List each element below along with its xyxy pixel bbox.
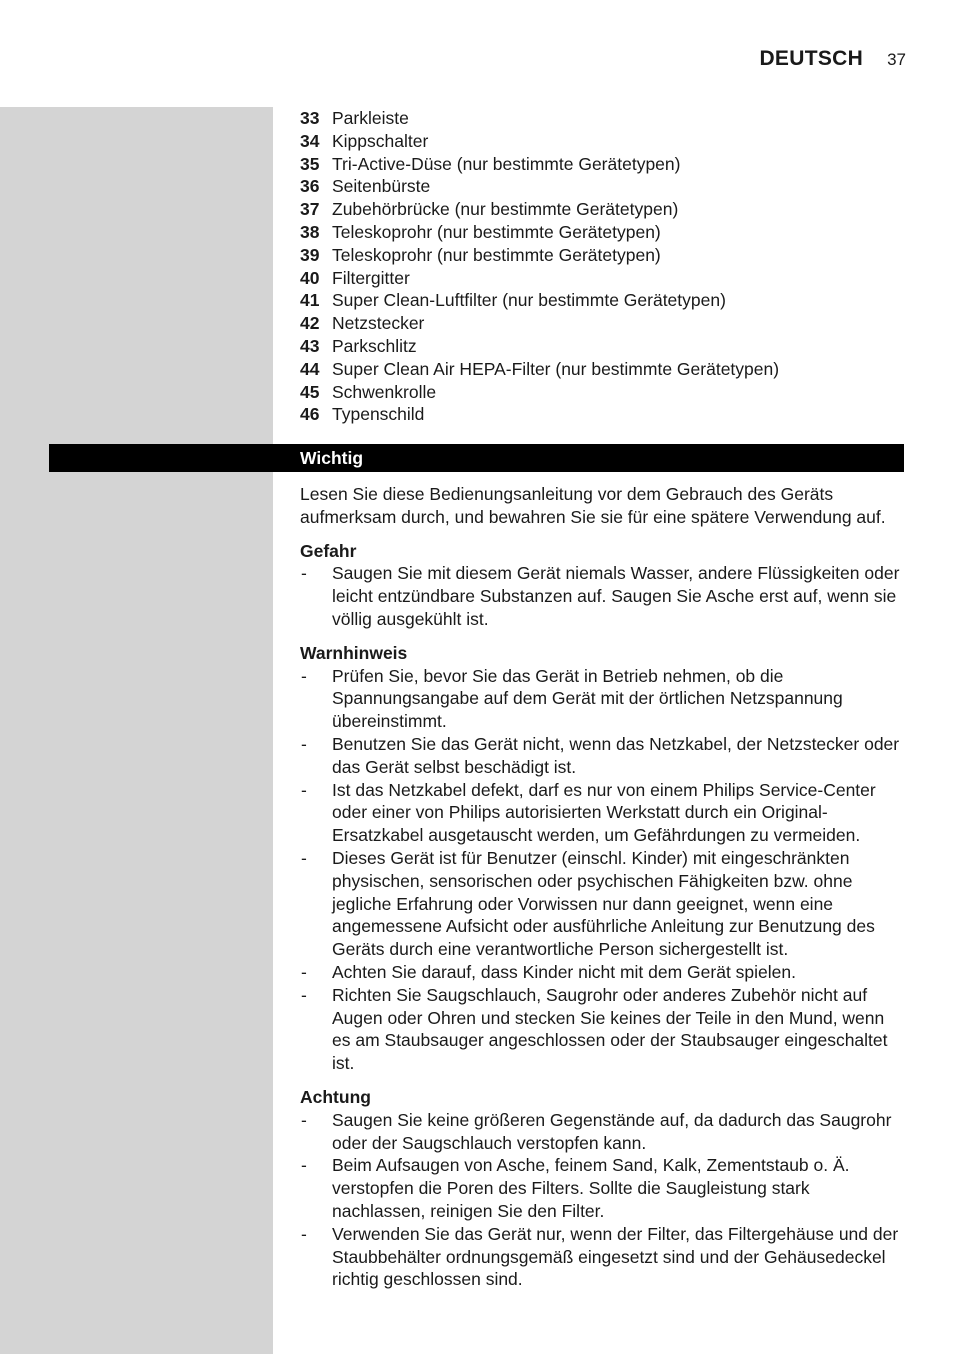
list-item: - Benutzen Sie das Gerät nicht, wenn das Netzkabel, der Netzstecker oder das Gerät selbst beschädigt ist. [300, 733, 906, 779]
part-item [300, 312, 906, 335]
part-item [300, 244, 906, 267]
danger-title: Gefahr [300, 540, 357, 561]
part-item [300, 153, 906, 176]
part-number: 40 [300, 267, 320, 288]
part-item [300, 198, 906, 221]
list-item: - Verwenden Sie das Gerät nur, wenn der Filter, das Filtergehäuse und der Staubbehälter ordnungsgemäß eingesetzt sind und der Gehäusedeckel richtig geschlossen sind. [300, 1223, 906, 1291]
list-item: - Saugen Sie mit diesem Gerät niemals Wasser, andere Flüssigkeiten oder leicht entzündbare Substanzen auf. Saugen Sie Asche erst auf, wenn sie völlig ausgekühlt ist. [300, 562, 906, 630]
part-label: Filtergitter [332, 267, 410, 288]
important-body [300, 483, 906, 1302]
part-number: 34 [300, 130, 320, 151]
part-item [300, 175, 906, 198]
gray-sidebar [0, 107, 273, 1354]
part-number: 39 [300, 244, 320, 265]
list-item: - Dieses Gerät ist für Benutzer (einschl. Kinder) mit eingeschränkten physischen, sensorischen oder psychischen Fähigkeiten bzw. ohne jegliche Erfahrung oder Vorwissen nur dann geeignet, wenn eine angemessene Aufsicht oder ausführliche Anleitung zur Benutzung des Geräts durch eine verantwortliche Person sichergestellt ist. [300, 847, 906, 961]
part-item [300, 403, 906, 426]
part-number: 36 [300, 176, 320, 197]
warning-list [300, 665, 906, 1075]
part-number: 45 [300, 381, 320, 402]
part-label: Netzstecker [332, 313, 425, 334]
part-number: 42 [300, 313, 320, 334]
list-item: - Prüfen Sie, bevor Sie das Gerät in Betrieb nehmen, ob die Spannungsangabe auf dem Gerät mit der örtlichen Netzspannung übereinstimmt. [300, 665, 906, 733]
list-item: - Ist das Netzkabel defekt, darf es nur von einem Philips Service-Center oder einer von Philips autorisierten Werkstatt durch ein Original-Ersatzkabel ausgetauscht werden, um Gefährdungen zu vermeiden. [300, 779, 906, 847]
section-heading-bar [49, 444, 904, 472]
part-label: Typenschild [332, 404, 425, 425]
part-number: 37 [300, 199, 320, 220]
caution-list [300, 1109, 906, 1291]
part-label: Parkschlitz [332, 335, 417, 356]
part-label: Super Clean Air HEPA-Filter (nur bestimmte Gerätetypen) [332, 358, 780, 379]
part-number: 33 [300, 108, 320, 128]
part-item [300, 107, 906, 130]
page-number: 37 [887, 50, 906, 69]
part-item [300, 381, 906, 404]
part-item [300, 335, 906, 358]
list-item: - Achten Sie darauf, dass Kinder nicht mit dem Gerät spielen. [300, 961, 906, 984]
intro-paragraph: Lesen Sie diese Bedienungsanleitung vor dem Gebrauch des Geräts aufmerksam durch, und bewahren Sie sie für eine spätere Verwendung auf. [300, 484, 886, 527]
language-label: DEUTSCH [759, 47, 864, 70]
list-item: - Saugen Sie keine größeren Gegenstände auf, da dadurch das Saugrohr oder der Saugschlauch verstopfen kann. [300, 1109, 906, 1155]
danger-list [300, 562, 906, 630]
part-label: Teleskoprohr (nur bestimmte Gerätetypen) [332, 244, 661, 265]
list-item: - Richten Sie Saugschlauch, Saugrohr oder anderes Zubehör nicht auf Augen oder Ohren und stecken Sie keines der Teile in den Mund, wenn es am Staubsauger angeschlossen oder der Staubsauger eingeschaltet ist. [300, 984, 906, 1075]
part-number: 46 [300, 404, 320, 425]
part-number: 38 [300, 221, 320, 242]
part-label: Teleskoprohr (nur bestimmte Gerätetypen) [332, 221, 661, 242]
caution-title: Achtung [300, 1086, 371, 1107]
part-label: Schwenkrolle [332, 381, 437, 402]
list-item: - Beim Aufsaugen von Asche, feinem Sand, Kalk, Zementstaub o. Ä. verstopfen die Poren des Filters. Sollte die Saugleistung stark nachlassen, reinigen Sie den Filter. [300, 1154, 906, 1222]
section-heading: Wichtig [300, 447, 364, 468]
part-item [300, 221, 906, 244]
warning-title: Warnhinweis [300, 642, 408, 663]
part-number: 43 [300, 335, 320, 356]
part-number: 41 [300, 290, 320, 311]
part-number: 35 [300, 153, 320, 174]
parts-list [300, 107, 906, 426]
page-header [759, 47, 906, 71]
part-item [300, 130, 906, 153]
part-label: Seitenbürste [332, 176, 431, 197]
part-label: Parkleiste [332, 108, 409, 128]
part-item [300, 358, 906, 381]
part-item [300, 289, 906, 312]
part-item [300, 267, 906, 290]
part-label: Super Clean-Luftfilter (nur bestimmte Gerätetypen) [332, 290, 726, 311]
part-number: 44 [300, 358, 320, 379]
part-label: Kippschalter [332, 130, 429, 151]
part-label: Zubehörbrücke (nur bestimmte Gerätetypen) [332, 199, 679, 220]
part-label: Tri-Active-Düse (nur bestimmte Gerätetypen) [332, 153, 681, 174]
